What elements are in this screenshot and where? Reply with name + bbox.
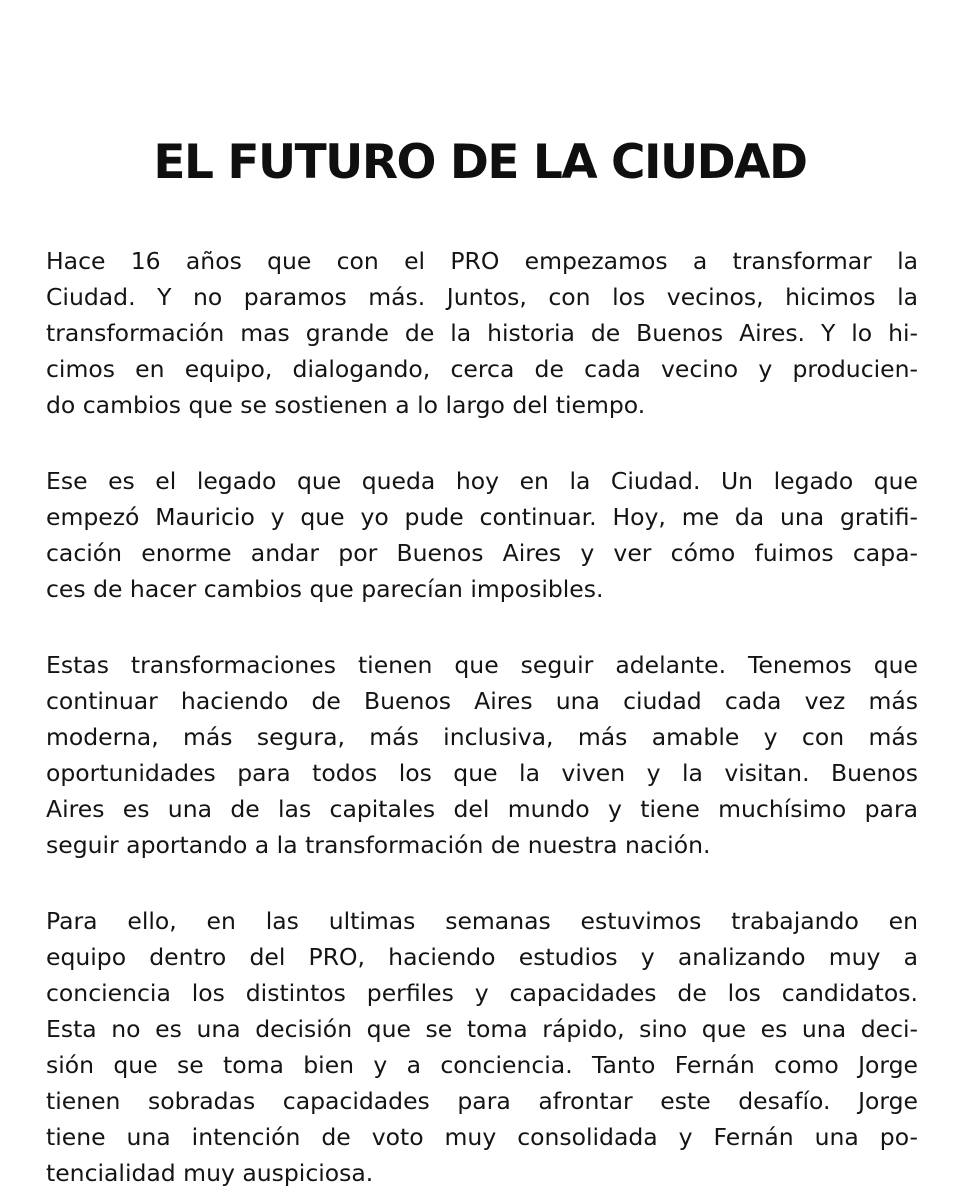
paragraph-1 xyxy=(46,243,918,423)
text-line: tienen sobradas capacidades para afrontar este desafío. Jorge xyxy=(46,1087,918,1115)
text-line: moderna, más segura, más inclusiva, más amable y con más xyxy=(46,723,918,751)
text-line: sión que se toma bien y a conciencia. Tanto Fernán como Jorge xyxy=(46,1051,918,1079)
text-line: continuar haciendo de Buenos Aires una ciudad cada vez más xyxy=(46,687,918,715)
text-line: Aires es una de las capitales del mundo y tiene muchísimo para xyxy=(46,795,918,823)
paragraph-spacer xyxy=(46,423,918,463)
text-line: Esta no es una decisión que se toma rápido, sino que es una deci- xyxy=(46,1015,918,1043)
text-line: cimos en equipo, dialogando, cerca de cada vecino y producien- xyxy=(46,355,918,383)
text-line: tencialidad muy auspiciosa. xyxy=(46,1159,374,1187)
text-line: Para ello, en las ultimas semanas estuvimos trabajando en xyxy=(46,907,918,935)
paragraph-4 xyxy=(46,903,918,1191)
text-line: oportunidades para todos los que la viven y la visitan. Buenos xyxy=(46,759,918,787)
text-line: do cambios que se sostienen a lo largo del tiempo. xyxy=(46,391,646,419)
text-line: equipo dentro del PRO, haciendo estudios y analizando muy a xyxy=(46,943,918,971)
paragraph-2 xyxy=(46,463,918,607)
text-line: conciencia los distintos perfiles y capacidades de los candidatos. xyxy=(46,979,918,1007)
text-line: cación enorme andar por Buenos Aires y ver cómo fuimos capa- xyxy=(46,539,918,567)
text-line: transformación mas grande de la historia de Buenos Aires. Y lo hi- xyxy=(46,319,918,347)
page-title: EL FUTURO DE LA CIUDAD xyxy=(153,135,807,190)
text-line: Ciudad. Y no paramos más. Juntos, con los vecinos, hicimos la xyxy=(46,283,918,311)
text-line: seguir aportando a la transformación de nuestra nación. xyxy=(46,831,711,859)
paragraph-spacer xyxy=(46,863,918,903)
text-line: Ese es el legado que queda hoy en la Ciudad. Un legado que xyxy=(46,467,918,495)
text-line: Estas transformaciones tienen que seguir adelante. Tenemos que xyxy=(46,651,918,679)
text-line: Hace 16 años que con el PRO empezamos a transformar la xyxy=(46,247,918,275)
text-line: ces de hacer cambios que parecían imposibles. xyxy=(46,575,604,603)
paragraph-3 xyxy=(46,647,918,863)
document-body xyxy=(46,243,918,1191)
paragraph-spacer xyxy=(46,607,918,647)
text-line: empezó Mauricio y que yo pude continuar. Hoy, me da una gratifi- xyxy=(46,503,918,531)
text-line: tiene una intención de voto muy consolidada y Fernán una po- xyxy=(46,1123,918,1151)
